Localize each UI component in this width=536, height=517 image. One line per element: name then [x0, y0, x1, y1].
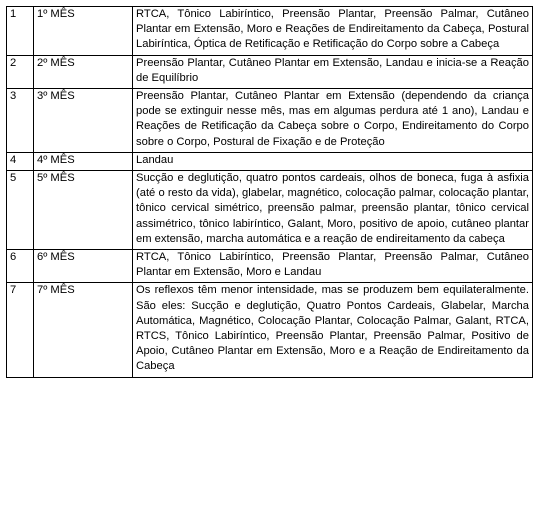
- row-month: 2º MÊS: [34, 55, 133, 88]
- table-row: [7, 250, 533, 283]
- row-number: 4: [7, 152, 34, 170]
- row-number: 6: [7, 250, 34, 283]
- row-description: RTCA, Tônico Labiríntico, Preensão Plantar, Preensão Palmar, Cutâneo Plantar em Extensão, Moro e Reações de Endireitamento da Cabeça, Postural Labiríntica, Óptica de Retificação e Retificação do Corpo sobre a Cabeça: [133, 7, 533, 56]
- row-number: 2: [7, 55, 34, 88]
- table-row: [7, 55, 533, 88]
- row-number: 1: [7, 7, 34, 56]
- reflex-table: [6, 6, 533, 378]
- row-description: Os reflexos têm menor intensidade, mas se produzem bem equilateralmente. São eles: Sucção e deglutição, Quatro Pontos Cardeais, Glabelar, Marcha Automática, Magnético, Colocação Plantar, Colocação Palmar, Galant, RTCA, RTCS, Tônico Labiríntico, Preensão Plantar, Preensão Palmar, Positivo de Apoio, Cutâneo Plantar em Extensão, Moro e a Reação de Endireitamento da Cabeça: [133, 283, 533, 377]
- row-description: Landau: [133, 152, 533, 170]
- row-description: Sucção e deglutição, quatro pontos cardeais, olhos de boneca, fuga à asfixia (até o resto da vida), glabelar, magnético, colocação palmar, colocação plantar, tônico cervical simétrico, preensão palmar, preensão plantar, tônico cervical assimétrico, tônico labiríntico, Galant, Moro, positivo de apoio, cutâneo plantar em extensão, marcha automática e a reação de endireitamento da cabeça: [133, 171, 533, 250]
- row-number: 3: [7, 89, 34, 153]
- row-month: 1º MÊS: [34, 7, 133, 56]
- row-description: RTCA, Tônico Labiríntico, Preensão Plantar, Preensão Palmar, Cutâneo Plantar em Extensão, Moro e Landau: [133, 250, 533, 283]
- table-row: [7, 152, 533, 170]
- row-month: 5º MÊS: [34, 171, 133, 250]
- row-number: 5: [7, 171, 34, 250]
- row-description: Preensão Plantar, Cutâneo Plantar em Extensão, Landau e inicia-se a Reação de Equilíbrio: [133, 55, 533, 88]
- table-row: [7, 89, 533, 153]
- row-month: 6º MÊS: [34, 250, 133, 283]
- row-month: 3º MÊS: [34, 89, 133, 153]
- table-row: [7, 7, 533, 56]
- table-row: [7, 283, 533, 377]
- table-row: [7, 171, 533, 250]
- row-number: 7: [7, 283, 34, 377]
- row-month: 7º MÊS: [34, 283, 133, 377]
- row-month: 4º MÊS: [34, 152, 133, 170]
- row-description: Preensão Plantar, Cutâneo Plantar em Extensão (dependendo da criança pode se extinguir nesse mês, mas em algumas perdura até 1 ano), Landau e Reações de Retificação da Cabeça sobre o Corpo, Endireitamento do Corpo sobre o Corpo, Postural de Fixação e de Proteção: [133, 89, 533, 153]
